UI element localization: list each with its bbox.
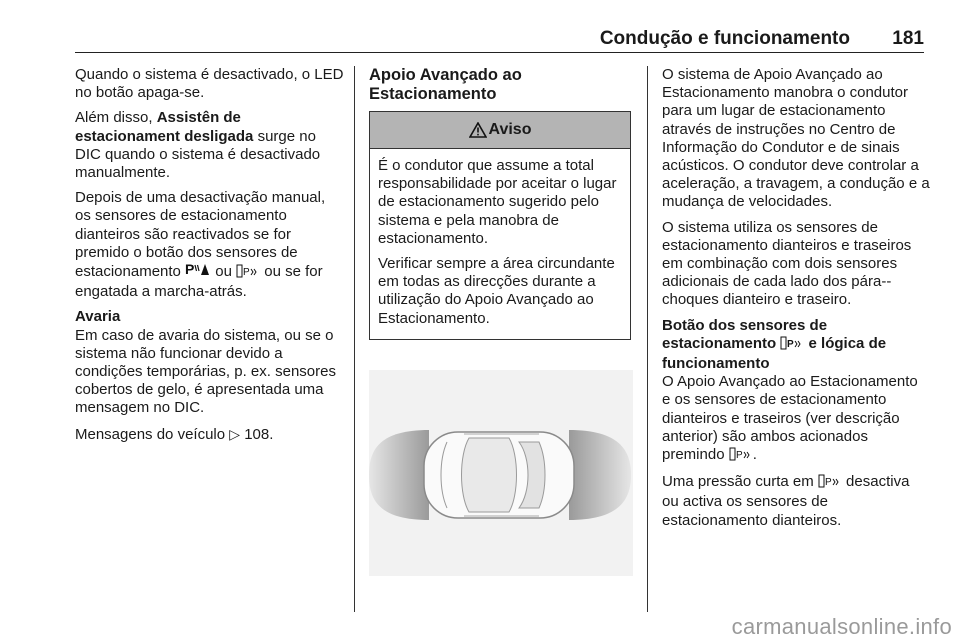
svg-text:P: P [787, 338, 795, 350]
column-divider [647, 66, 648, 612]
paragraph: O Apoio Avançado ao Estacionamento e os sensores de estacionamento dianteiros e traseiros (ver descrição anterior) são ambos acionados premindo P . [662, 373, 930, 466]
warning-box [369, 111, 631, 340]
paragraph: O sistema utiliza os sensores de estacionamento dianteiros e traseiros em combinação com dois sensores adicionais de cada lado dos pára--choques dianteiro e traseiro. [662, 218, 912, 309]
parking-sensor-button-icon [780, 336, 804, 355]
column-right [662, 66, 930, 537]
paragraph: Em caso de avaria do sistema, ou se o sistema não funcionar devido a condições temporárias, p. ex. sensores cobertos de gelo, é apresentada uma mensagem no DIC. [75, 326, 336, 417]
paragraph: Depois de uma desactivação manual, os sensores de estacionamento dianteiros são reactivados se for premido o botão dos sensores de estacionamento P ou P ou se for engatada a marcha-atrás. [75, 189, 326, 301]
page-number: 181 [892, 28, 924, 49]
column-middle [369, 66, 633, 340]
column-divider [354, 66, 355, 612]
svg-text:P: P [185, 262, 195, 277]
warning-triangle-icon [469, 122, 487, 138]
parking-sensor-button-icon [236, 264, 260, 283]
parking-sensors-illustration [369, 370, 633, 576]
svg-text:P: P [824, 477, 832, 489]
paragraph: Além disso, Assistên de estacionament desligada surge no DIC quando o sistema é desactivado manualmente. [75, 109, 321, 182]
paragraph: Uma pressão curta em P desactiva ou activa os sensores de estacionamento dianteiros. [662, 473, 910, 529]
page-title: Condução e funcionamento [599, 28, 850, 49]
paragraph: Mensagens do veículo ▷ 108. [75, 425, 274, 443]
parking-sensor-button-icon [818, 474, 842, 493]
warning-body [370, 149, 630, 339]
column-left [75, 66, 345, 451]
park-assist-button-icon [185, 264, 211, 279]
page-reference-arrow-icon: ▷ [229, 425, 241, 442]
paragraph: Verificar sempre a área circundante em todas as direcções durante a utilização do Apoio Avançado ao Estacionamento. [378, 255, 615, 327]
paragraph: O sistema de Apoio Avançado ao Estacionamento manobra o condutor para um lugar de estacionamento através de instruções no Centro de Informação do Condutor e de sinais acústicos. O condutor deve controlar a aceleração, a travagem, a condução e a mudança de velocidades. [662, 66, 930, 211]
svg-text:P: P [735, 450, 743, 462]
paragraph: É o condutor que assume a total responsabilidade por aceitar o lugar de estacionamento sugerido pelo sistema e pela manobra de estacionamento. [378, 157, 617, 247]
section-heading: Botão dos sensores de estacionamento P e lógica de funcionamento [662, 316, 887, 373]
section-heading: Avaria [75, 308, 121, 326]
parking-sensor-button-icon [729, 447, 753, 466]
warning-header [370, 112, 630, 149]
page-reference-link[interactable]: 108. [240, 425, 274, 443]
header-rule [75, 52, 924, 53]
warning-label: Aviso [488, 120, 532, 138]
watermark: carmanualsonline.info [731, 614, 952, 639]
dic-message-text: Assistên de estacionament desligada [75, 109, 254, 145]
section-title: Apoio Avançado ao Estacionamento [369, 66, 522, 103]
paragraph: Quando o sistema é desactivado, o LED no botão apaga-se. [75, 66, 344, 102]
svg-text:P: P [243, 267, 250, 279]
page-header [0, 26, 960, 52]
